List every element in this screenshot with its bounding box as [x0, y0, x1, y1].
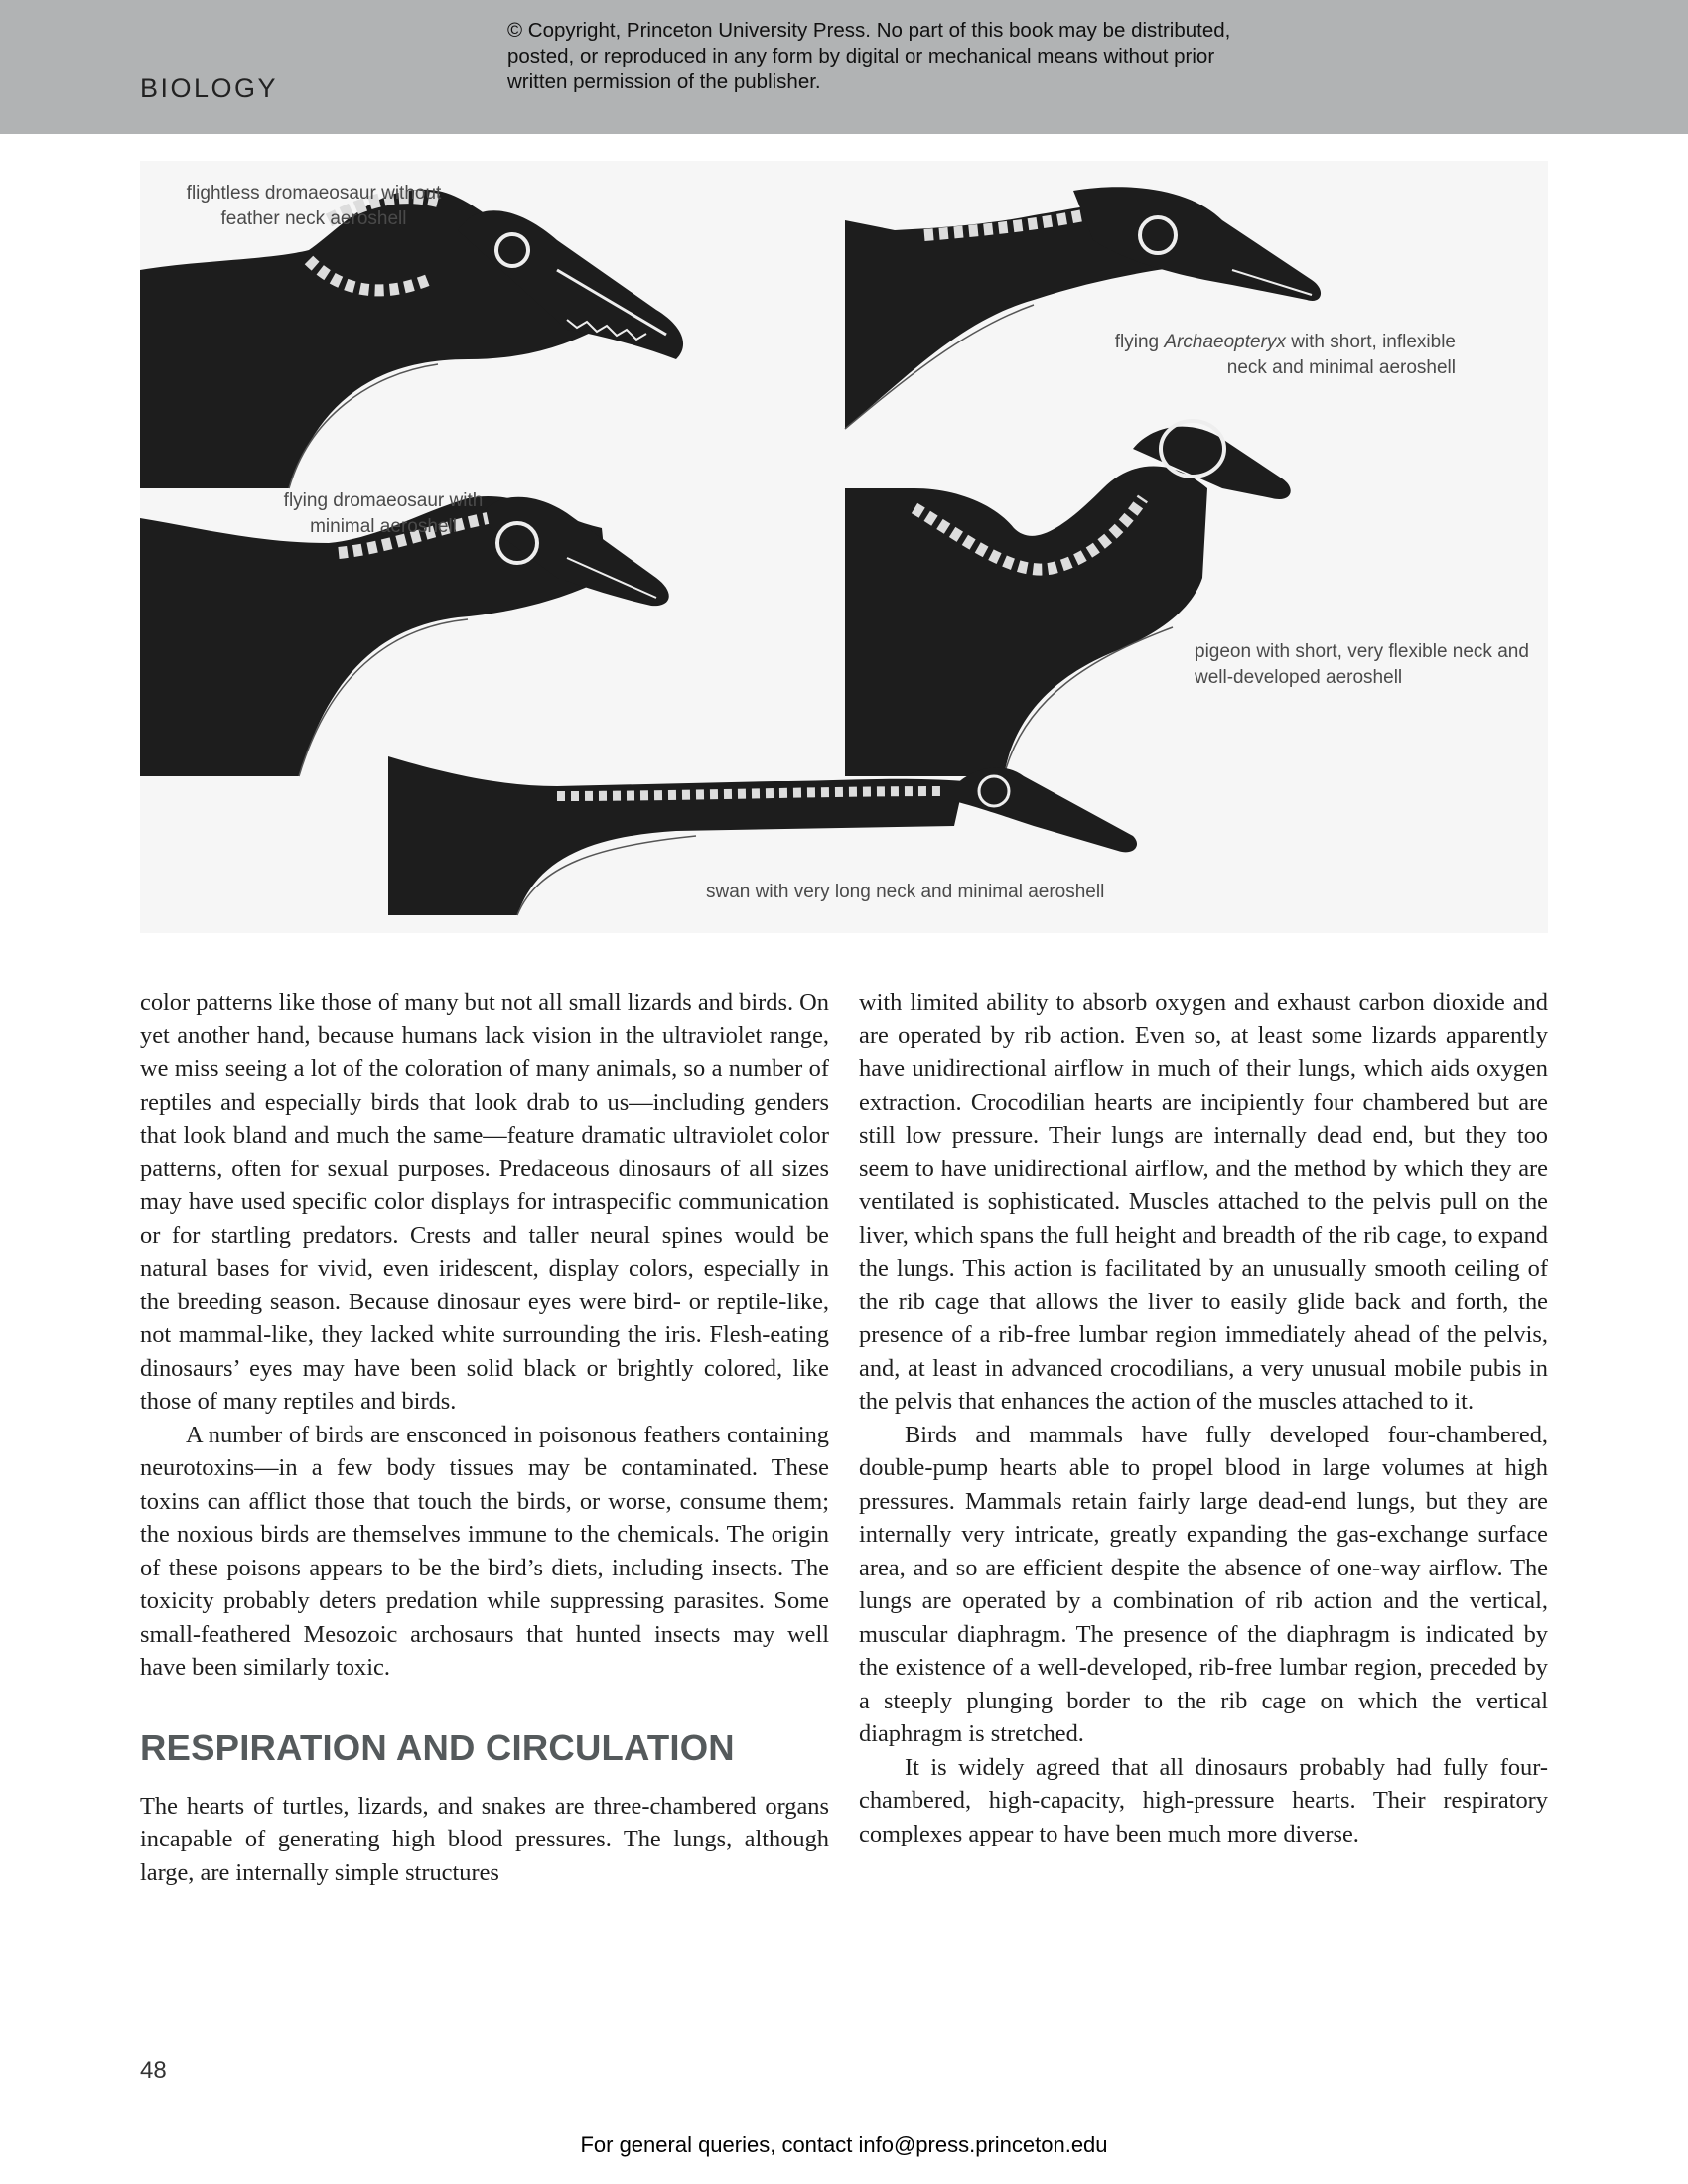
section-label: BIOLOGY — [140, 73, 279, 103]
page-number: 48 — [140, 2057, 167, 2084]
caption-pigeon: pigeon with short, very flexible neck and well-developed aeroshell — [1195, 641, 1529, 688]
copyright-notice: © Copyright, Princeton University Press. No part of this book may be distributed, posted, or reproduced in any form by digital or mechanical means without prior written permission of the publisher. — [507, 19, 1231, 93]
header-band — [0, 0, 1688, 134]
footer-contact: For general queries, contact info@press.princeton.edu — [580, 2132, 1108, 2157]
pigeon-drawing — [845, 421, 1291, 776]
right-paragraph-2: Birds and mammals have fully developed four-chambered, double-pump hearts able to propel blood in large volumes at high pressures. Mammals retain fairly large dead-end lungs, but they are internally very intricate, greatly expanding the gas-exchange surface area, and so are efficient despite the absence of one-way airflow. The lungs are operated by a combination of rib action and the vertical, muscular diaphragm. The presence of the diaphragm is indicated by the existence of a well-developed, rib-free lumbar region, preceded by a steeply plunging border to the rib cage on which the vertical diaphragm is stretched. — [859, 1421, 1548, 1747]
caption-flying-dromaeosaur: flying dromaeosaur with minimal aeroshell — [283, 490, 484, 537]
neck-aeroshell-figure — [140, 161, 1548, 933]
left-column — [140, 986, 829, 1889]
left-paragraph-1: color patterns like those of many but not all small lizards and birds. On yet another hand, because humans lack vision in the ultraviolet range, we miss seeing a lot of the coloration of many animals, so a number of reptiles and especially birds that look drab to us—including genders that look bland and much the same—feature dramatic ultraviolet color patterns, often for sexual purposes. Predaceous dinosaurs of all sizes may have used specific color displays for intraspecific communication or for startling predators. Crests and taller neural spines would be natural bases for vivid, even iridescent, display colors, especially in the breeding season. Because dinosaur eyes were bird- or reptile-like, not mammal-like, they lacked white surrounding the iris. Flesh-eating dinosaurs’ eyes may have been solid black or brightly colored, like those of many reptiles and birds. — [140, 989, 829, 1415]
left-paragraph-3: The hearts of turtles, lizards, and snakes are three-chambered organs incapable of generating high blood pressures. The lungs, although large, are internally simple structures — [140, 1792, 829, 1886]
caption-archaeopteryx — [1078, 330, 1456, 381]
flightless-dromaeosaur-drawing — [140, 190, 683, 488]
right-paragraph-1: with limited ability to absorb oxygen and exhaust carbon dioxide and are operated by rib action. Even so, at least some lizards apparently have unidirectional airflow in much of their lungs, which aids oxygen extraction. Crocodilian hearts are incipiently four chambered but are still low pressure. Their lungs are internally dead end, but they too seem to have unidirectional airflow, and the method by which they are ventilated is sophisticated. Muscles attached to the pelvis pull on the liver, which spans the full height and breadth of the rib cage, to expand the lungs. This action is facilitated by an unusually smooth ceiling of the rib cage that allows the liver to easily glide back and forth, the presence of a rib-free lumbar region immediately ahead of the pelvis, and, at least in advanced crocodilians, a very unusual mobile pubis in the pelvis that enhances the action of the muscles attached to it. — [859, 989, 1548, 1415]
archaeopteryx-drawing — [845, 187, 1321, 429]
figure-illustration — [140, 161, 1548, 933]
caption-swan: swan with very long neck and minimal aeroshell — [706, 882, 1105, 902]
caption-archaeopteryx-prefix: flying — [1114, 332, 1165, 352]
section-heading: RESPIRATION AND CIRCULATION — [140, 1726, 735, 1768]
caption-flightless-dromaeosaur: flightless dromaeosaur without feather neck aeroshell — [186, 183, 442, 229]
caption-archaeopteryx-genus: Archaeopteryx — [1164, 332, 1286, 352]
right-paragraph-3: It is widely agreed that all dinosaurs probably had fully four-chambered, high-capacity, high-pressure hearts. Their respiratory complexes appear to have been much more diverse. — [859, 1753, 1548, 1847]
left-paragraph-2: A number of birds are ensconced in poisonous feathers containing neurotoxins—in a few body tissues may be contaminated. These toxins can afflict those that touch the birds, or worse, consume them; the noxious birds are themselves immune to the chemicals. The origin of these poisons appears to be the bird’s diets, including insects. The toxicity probably deters predation while suppressing parasites. Some small-feathered Mesozoic archosaurs that hunted insects may well have been similarly toxic. — [140, 1421, 829, 1681]
right-column — [859, 986, 1548, 1850]
caption-archaeopteryx-suffix: with short, inflexible neck and minimal aeroshell — [1226, 332, 1456, 378]
